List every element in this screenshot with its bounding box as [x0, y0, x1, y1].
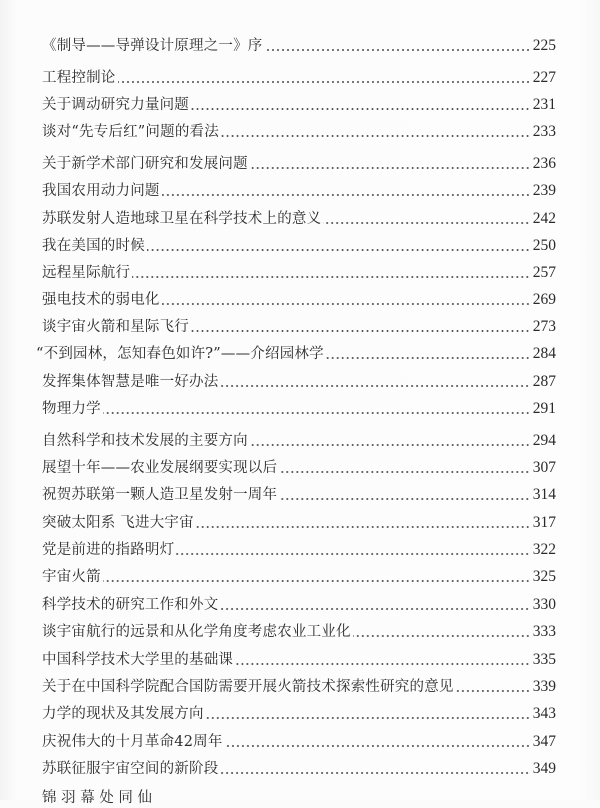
toc-entry-title: 苏联发射人造地球卫星在科学技术上的意义 — [42, 211, 322, 227]
toc-entry-title: 远程星际航行 — [42, 265, 131, 281]
toc-entry-page: 287 — [532, 373, 556, 390]
toc-entry-title: 祝贺苏联第一颗人造卫星发射一周年 — [42, 487, 278, 503]
dot-leader — [279, 458, 530, 478]
dot-leader — [326, 344, 530, 364]
toc-entry-page: 257 — [532, 264, 556, 281]
toc-entry-page: 294 — [532, 432, 556, 449]
toc-entry-page: 317 — [532, 514, 556, 531]
toc-entry-title: 力学的现状及其发展方向 — [42, 706, 204, 722]
toc-entry-page: 225 — [532, 37, 556, 54]
toc-entry-page: 231 — [532, 96, 556, 113]
toc-entry-title: 我在美国的时候 — [42, 238, 145, 254]
toc-entry-page: 242 — [532, 210, 556, 227]
toc-entry[interactable] — [42, 513, 556, 533]
toc-entry-page: 227 — [532, 69, 556, 86]
toc-entry-page: 273 — [532, 318, 556, 335]
toc-entry-title: 强电技术的弱电化 — [42, 292, 160, 308]
toc-entry-title: 自然科学和技术发展的主要方向 — [42, 433, 248, 449]
toc-entry[interactable] — [42, 209, 556, 229]
toc-entry-page: 233 — [532, 123, 556, 140]
toc-entry[interactable] — [42, 236, 556, 256]
toc-entry-page: 325 — [532, 568, 556, 585]
dot-leader — [225, 732, 530, 752]
toc-entry-page: 269 — [532, 291, 556, 308]
dot-leader — [176, 540, 530, 560]
toc-entry-page: 307 — [532, 459, 556, 476]
toc-entry-title: “不到园林，怎知春色如许?”——介绍园林学 — [36, 346, 324, 362]
toc-entry-title: 谈宇宙航行的远景和从化学角度考虑农业工业化 — [42, 624, 351, 640]
toc-entry[interactable] — [42, 595, 556, 615]
toc-entry[interactable] — [42, 677, 556, 697]
dot-leader — [206, 704, 530, 724]
dot-leader — [265, 36, 531, 56]
toc-entry-page: 347 — [532, 733, 556, 750]
toc-entry-title: 庆祝伟大的十月革命42周年 — [42, 734, 223, 750]
toc-entry-title: 党是前进的指路明灯 — [42, 542, 175, 558]
toc-entry[interactable] — [42, 650, 556, 670]
toc-entry[interactable] — [42, 154, 556, 174]
toc-entry-page: 236 — [532, 155, 556, 172]
toc-entry[interactable] — [42, 485, 556, 505]
toc-entry[interactable] — [42, 458, 556, 478]
toc-entry-page: 333 — [532, 623, 556, 640]
toc-entry[interactable] — [42, 759, 556, 779]
toc-entry-title: 发挥集体智慧是唯一好办法 — [42, 374, 219, 390]
toc-entry-title: 工程控制论 — [42, 70, 116, 86]
dot-leader — [191, 95, 530, 115]
toc-entry[interactable] — [42, 567, 556, 587]
toc-entry[interactable] — [42, 704, 556, 724]
dot-leader — [220, 595, 530, 615]
toc-entry-title: 关于调动研究力量问题 — [42, 97, 189, 113]
dot-leader — [235, 650, 530, 670]
toc-entry-title: 突破太阳系 飞进大宇宙 — [42, 515, 194, 531]
toc-entry-title: 我国农用动力问题 — [42, 183, 160, 199]
dot-leader — [103, 567, 530, 587]
toc-entry-page: 322 — [532, 541, 556, 558]
toc-entry-title: 物理力学 — [42, 401, 101, 417]
toc-entry-title: 《制导——导弹设计原理之一》序 — [42, 38, 263, 54]
toc-entry[interactable] — [42, 732, 556, 752]
toc-entry-title: 关于新学术部门研究和发展问题 — [42, 156, 248, 172]
toc-entry-page: 314 — [532, 486, 556, 503]
dot-leader — [353, 622, 530, 642]
dot-leader — [250, 431, 530, 451]
toc-entry[interactable] — [42, 317, 556, 337]
dot-leader — [279, 485, 530, 505]
toc-entry-page: 335 — [532, 651, 556, 668]
toc-entry[interactable] — [42, 540, 556, 560]
toc-entry-page: 284 — [532, 345, 556, 362]
toc-entry-title: 中国科学技术大学里的基础课 — [42, 652, 234, 668]
toc-entry[interactable] — [42, 431, 556, 451]
dot-leader — [220, 759, 530, 779]
toc-entry[interactable] — [42, 290, 556, 310]
toc-entry-page: 339 — [532, 678, 556, 695]
toc-entry-title: 苏联征服宇宙空间的新阶段 — [42, 761, 219, 777]
toc-entry-title: 宇宙火箭 — [42, 569, 101, 585]
dot-leader — [196, 513, 530, 533]
toc-entry-page: 330 — [532, 596, 556, 613]
toc-entry-partial-cutoff: 锦 羽 幕 处 同 仙 — [42, 790, 153, 806]
toc-entry[interactable] — [42, 399, 556, 419]
dot-leader — [221, 122, 530, 142]
toc-entry-title: 谈宇宙火箭和星际飞行 — [42, 319, 189, 335]
dot-leader — [118, 68, 531, 88]
dot-leader — [132, 263, 530, 283]
toc-entry[interactable] — [42, 263, 556, 283]
toc-entry[interactable] — [42, 122, 556, 142]
toc-entry-page: 250 — [532, 237, 556, 254]
dot-leader — [162, 181, 530, 201]
dot-leader — [250, 154, 530, 174]
toc-entry[interactable] — [42, 36, 556, 56]
toc-entry-title: 展望十年——农业发展纲要实现以后 — [42, 460, 278, 476]
toc-entry[interactable] — [42, 95, 556, 115]
toc-entry-title: 谈对“先专后红”问题的看法 — [42, 124, 219, 140]
toc-entry[interactable] — [42, 181, 556, 201]
dot-leader — [323, 209, 530, 229]
toc-entry[interactable] — [42, 68, 556, 88]
dot-leader — [103, 399, 530, 419]
toc-entry-page: 239 — [532, 182, 556, 199]
toc-entry[interactable] — [36, 344, 556, 364]
toc-entry-page: 291 — [532, 400, 556, 417]
dot-leader — [191, 317, 530, 337]
toc-entry-title: 关于在中国科学院配合国防需要开展火箭技术探索性研究的意见 — [42, 679, 454, 695]
toc-entry-page: 343 — [532, 705, 556, 722]
dot-leader — [456, 677, 530, 697]
toc-entry-title: 科学技术的研究工作和外文 — [42, 597, 219, 613]
toc-entry[interactable] — [42, 622, 556, 642]
toc-entry-page: 349 — [532, 760, 556, 777]
dot-leader — [147, 236, 530, 256]
dot-leader — [220, 372, 530, 392]
toc-entry[interactable] — [42, 372, 556, 392]
dot-leader — [162, 290, 530, 310]
